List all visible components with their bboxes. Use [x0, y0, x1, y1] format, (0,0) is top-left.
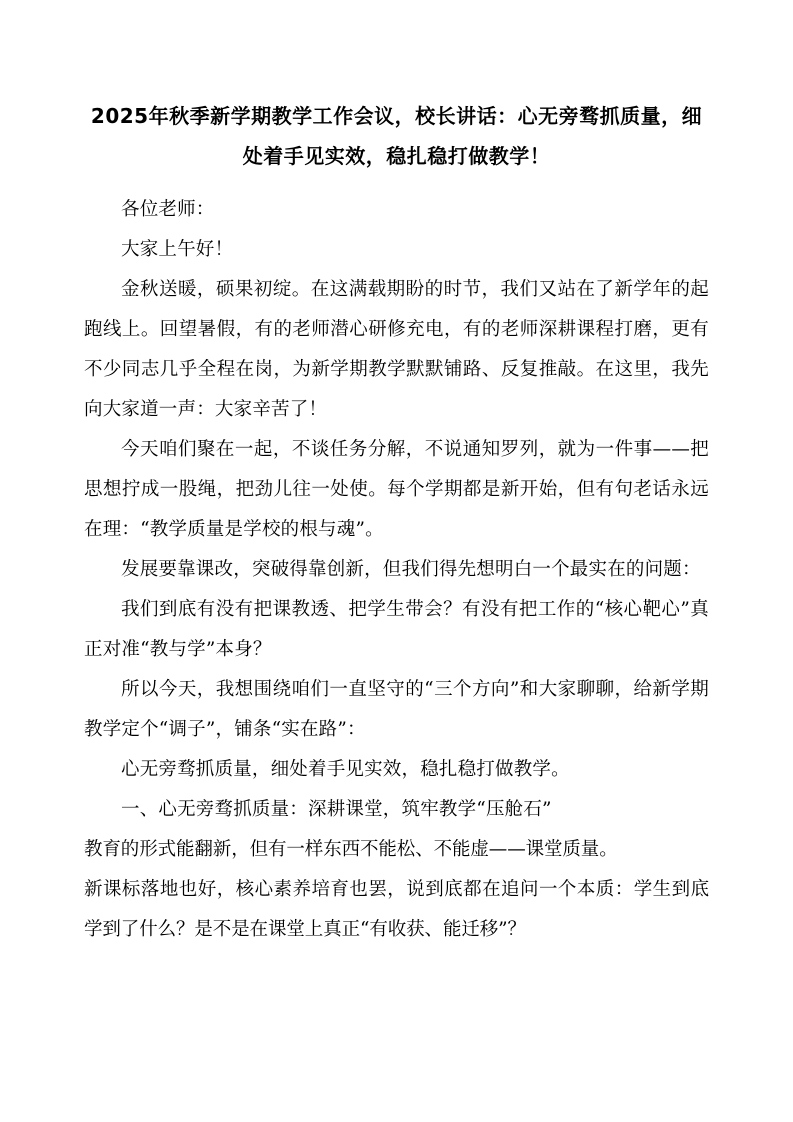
paragraph-question-lead: 发展要靠课改，突破得靠创新，但我们得先想明白一个最实在的问题：: [121, 559, 701, 580]
paragraph-opening: 金秋送暖，硕果初绽。在这满载期盼的时节，我们又站在了新学年的起跑线上。回望暑假，有的老师潜心研修充电，有的老师深耕课程打磨，更有不少同志几乎全程在岗，为新学期教学默默铺路、反复推敲。在这里，我先向大家道一声：大家辛苦了！: [84, 279, 709, 420]
section-heading-one: 一、心无旁骛抓质量：深耕课堂，筑牢教学“压舱石”: [121, 799, 552, 820]
paragraph-purpose: 今天咱们聚在一起，不谈任务分解，不说通知罗列，就为一件事——把思想拧成一股绳，把劲儿往一处使。每个学期都是新开始，但有句老话永远在理：“教学质量是学校的根与魂”。: [84, 439, 709, 540]
paragraph-salutation: 各位老师：: [121, 199, 215, 220]
page-title: 2025年秋季新学期教学工作会议，校长讲话：心无旁骛抓质量，细处着手见实效，稳扎稳打做教学！: [90, 104, 703, 168]
paragraph-quality-2: 新课标落地也好，核心素养培育也罢，说到底都在追问一个本质：学生到底学到了什么？是不是在课堂上真正“有收获、能迁移”？: [84, 879, 709, 940]
paragraph-question: 我们到底有没有把课教透、把学生带会？有没有把工作的“核心靶心”真正对准“教与学”本身？: [84, 599, 709, 660]
paragraph-slogan: 心无旁骛抓质量，细处着手见实效，稳扎稳打做教学。: [121, 759, 570, 780]
paragraph-three-directions: 所以今天，我想围绕咱们一直坚守的“三个方向”和大家聊聊，给新学期教学定个“调子”，铺条“实在路”：: [84, 679, 709, 740]
paragraph-quality-1: 教育的形式能翻新，但有一样东西不能松、不能虚——课堂质量。: [84, 839, 618, 860]
paragraph-greeting: 大家上午好！: [121, 239, 234, 260]
